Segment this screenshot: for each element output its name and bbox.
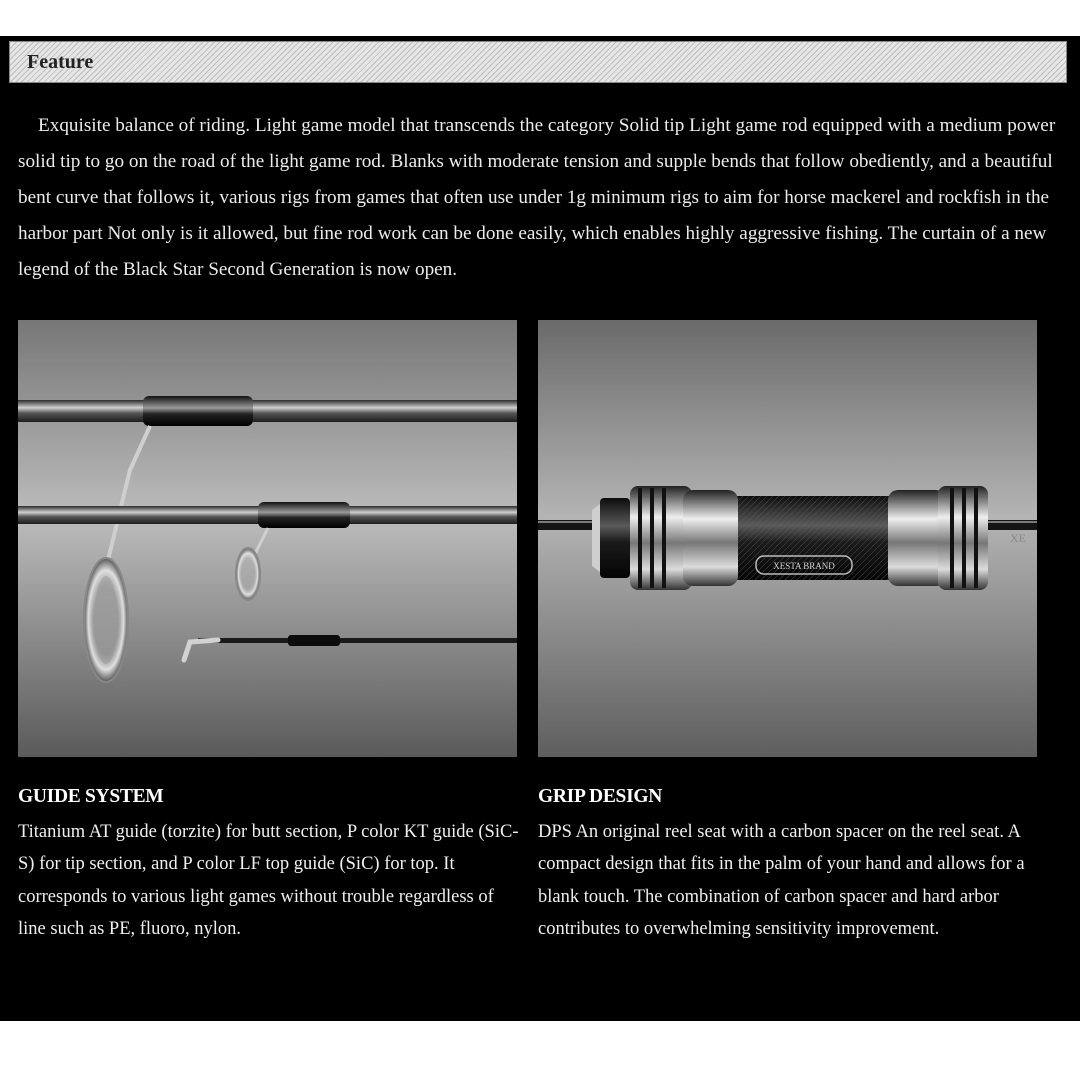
guide-system-photo <box>18 320 517 757</box>
grip-brand-text: XESTA BRAND <box>773 561 835 571</box>
feature-header-bar <box>9 41 1067 83</box>
grip-design-photo <box>538 320 1037 757</box>
feature-panel <box>0 36 1080 1021</box>
grip-design-text: DPS An original reel seat with a carbon spacer on the reel seat. A compact design that fits in the palm of your hand and allows for a blank touch. The combination of carbon spacer and hard arbor contributes to overwhelming sensitivity improvement. <box>538 822 1025 940</box>
grip-design-title: GRIP DESIGN <box>538 786 663 807</box>
feature-intro-text: Exquisite balance of riding. Light game model that transcends the category Solid tip Light game rod equipped with a medium power solid tip to go on the road of the light game rod. Blanks with moderate tension and supple bends that follow obediently, and a beautiful bent curve that follows it, various rigs from games that often use under 1g minimum rigs to aim for horse mackerel and rockfish in the harbor part Not only is it allowed, but fine rod work can be done easily, which enables highly aggressive fishing. The curtain of a new legend of the Black Star Second Generation is now open. <box>18 115 1056 280</box>
guide-system-title: GUIDE SYSTEM <box>18 786 164 807</box>
svg-text:XE: XE <box>1010 531 1026 545</box>
guide-system-text: Titanium AT guide (torzite) for butt section, P color KT guide (SiC-S) for tip section, and P color LF top guide (SiC) for top. It corresponds to various light games without trouble regardless of line such as PE, fluoro, nylon. <box>18 822 519 940</box>
feature-title: Feature <box>27 51 94 73</box>
